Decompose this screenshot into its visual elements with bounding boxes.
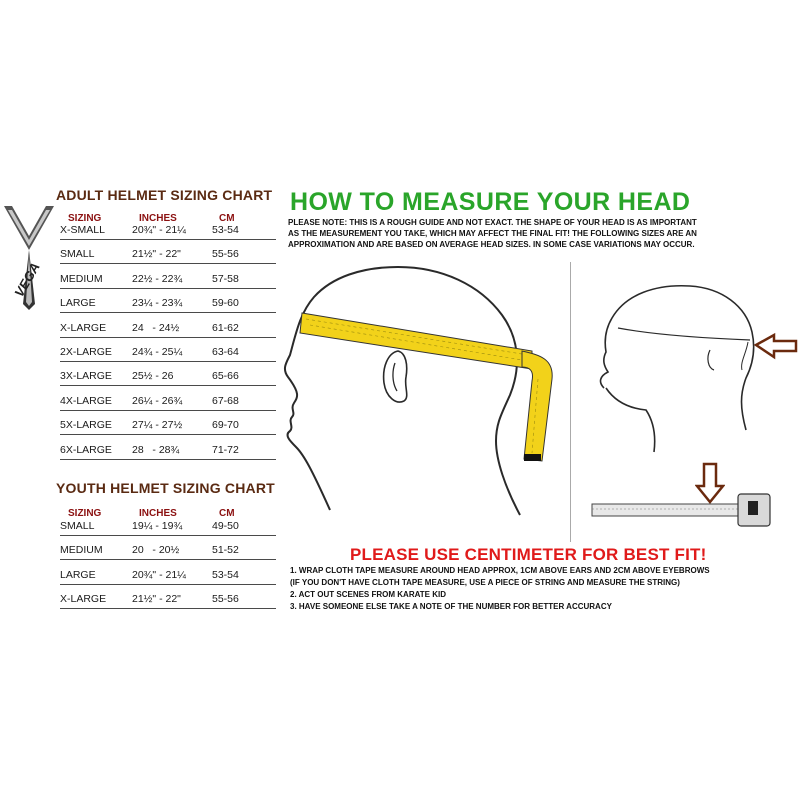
inches-value: 20¾" - 21¼: [132, 224, 186, 236]
size-row: [60, 344, 276, 362]
cm-value: 55-56: [212, 593, 239, 606]
size-row: [60, 393, 276, 411]
cm-value: 49-50: [212, 520, 239, 532]
size-row: [60, 518, 276, 536]
inches-value: 24 - 24½: [132, 321, 180, 334]
note-line-2: AS THE MEASUREMENT YOU TAKE, WHICH MAY AFFECT THE FINAL FIT! THE FOLLOWING SIZES ARE AN: [288, 229, 697, 238]
inches-value: 26¼ - 26¾: [132, 394, 183, 407]
size-label: SMALL: [60, 520, 95, 532]
cm-value: 53-54: [212, 568, 239, 581]
inches-value: 20 - 20½: [132, 544, 180, 557]
row-divider: [60, 410, 276, 411]
size-row: [60, 442, 276, 460]
row-divider: [60, 459, 276, 460]
inches-value: 20¾" - 21¼: [132, 568, 186, 581]
row-divider: [60, 263, 276, 264]
row-divider: [60, 361, 276, 362]
youth-header-sizing: SIZING: [68, 508, 102, 519]
row-divider: [60, 608, 276, 609]
cta-title: PLEASE USE CENTIMETER FOR BEST FIT!: [350, 545, 707, 564]
size-label: X-LARGE: [60, 593, 107, 606]
size-label: X-LARGE: [60, 321, 107, 334]
adult-header-sizing: SIZING: [68, 213, 102, 224]
inches-value: 19¼ - 19¾: [132, 520, 183, 532]
cm-value: 67-68: [212, 394, 239, 407]
main-title: HOW TO MEASURE YOUR HEAD: [290, 188, 691, 216]
adult-header-inches: INCHES: [139, 213, 177, 224]
size-row: [60, 567, 276, 585]
row-divider: [60, 312, 276, 313]
youth-chart-title: YOUTH HELMET SIZING CHART: [56, 480, 275, 496]
row-divider: [60, 288, 276, 289]
size-row: [60, 320, 276, 338]
size-label: 4X-LARGE: [60, 394, 112, 407]
instruction-1: 1. WRAP CLOTH TAPE MEASURE AROUND HEAD APPROX, 1CM ABOVE EARS AND 2CM ABOVE EYEBROWS: [290, 566, 710, 575]
head-profile-illustration: [270, 255, 570, 545]
cm-value: 53-54: [212, 224, 239, 236]
size-label: MEDIUM: [60, 272, 103, 285]
row-divider: [60, 337, 276, 338]
size-label: 6X-LARGE: [60, 443, 112, 456]
size-row: [60, 295, 276, 313]
adult-chart-title: ADULT HELMET SIZING CHART: [56, 187, 273, 203]
row-divider: [60, 434, 276, 435]
cm-value: 51-52: [212, 544, 239, 557]
size-label: LARGE: [60, 568, 96, 581]
vega-logo: [2, 200, 60, 312]
youth-header-inches: INCHES: [139, 508, 177, 519]
head-string-illustration: [590, 270, 800, 455]
size-label: LARGE: [60, 297, 96, 310]
row-divider: [60, 239, 276, 240]
size-label: MEDIUM: [60, 544, 103, 557]
size-row: [60, 417, 276, 435]
note-line-1: PLEASE NOTE: THIS IS A ROUGH GUIDE AND NOT EXACT. THE SHAPE OF YOUR HEAD IS AS IMPORTANT: [288, 218, 697, 227]
row-divider: [60, 385, 276, 386]
cm-value: 57-58: [212, 272, 239, 285]
instruction-2: 2. ACT OUT SCENES FROM KARATE KID: [290, 590, 447, 599]
size-row: [60, 591, 276, 609]
note-line-3: APPROXIMATION AND ARE BASED ON AVERAGE HEAD SIZES. IN SOME CASE VARIATIONS MAY OCCUR.: [288, 240, 695, 249]
size-row: [60, 368, 276, 386]
inches-value: 22½ - 22¾: [132, 272, 183, 285]
adult-header-cm: CM: [219, 213, 235, 224]
size-label: X-SMALL: [60, 224, 105, 236]
cm-value: 63-64: [212, 346, 239, 358]
cm-value: 65-66: [212, 370, 239, 383]
instruction-1-note: (IF YOU DON'T HAVE CLOTH TAPE MEASURE, USE A PIECE OF STRING AND MEASURE THE STRING): [290, 578, 680, 587]
inches-value: 21½" - 22": [132, 248, 181, 261]
cm-value: 71-72: [212, 443, 239, 456]
instruction-3: 3. HAVE SOMEONE ELSE TAKE A NOTE OF THE NUMBER FOR BETTER ACCURACY: [290, 602, 612, 611]
size-label: 3X-LARGE: [60, 370, 112, 383]
inches-value: 27¼ - 27½: [132, 419, 183, 432]
size-row: [60, 271, 276, 289]
size-label: 5X-LARGE: [60, 419, 112, 432]
cm-value: 55-56: [212, 248, 239, 261]
inches-value: 23¼ - 23¾: [132, 297, 183, 310]
logo-text: VEGA: [11, 260, 43, 300]
cm-value: 69-70: [212, 419, 239, 432]
size-row: [60, 246, 276, 264]
size-row: [60, 542, 276, 560]
cm-value: 59-60: [212, 297, 239, 310]
tape-measure-illustration: [588, 490, 778, 530]
inches-value: 24¾ - 25¼: [132, 346, 183, 358]
cm-value: 61-62: [212, 321, 239, 334]
size-label: SMALL: [60, 248, 95, 261]
inches-value: 28 - 28¾: [132, 443, 180, 456]
row-divider: [60, 584, 276, 585]
size-row: [60, 222, 276, 240]
section-divider: [570, 262, 571, 542]
inches-value: 21½" - 22": [132, 593, 181, 606]
youth-header-cm: CM: [219, 508, 235, 519]
size-label: 2X-LARGE: [60, 346, 112, 358]
row-divider: [60, 559, 276, 560]
row-divider: [60, 535, 276, 536]
inches-value: 25½ - 26: [132, 370, 174, 383]
